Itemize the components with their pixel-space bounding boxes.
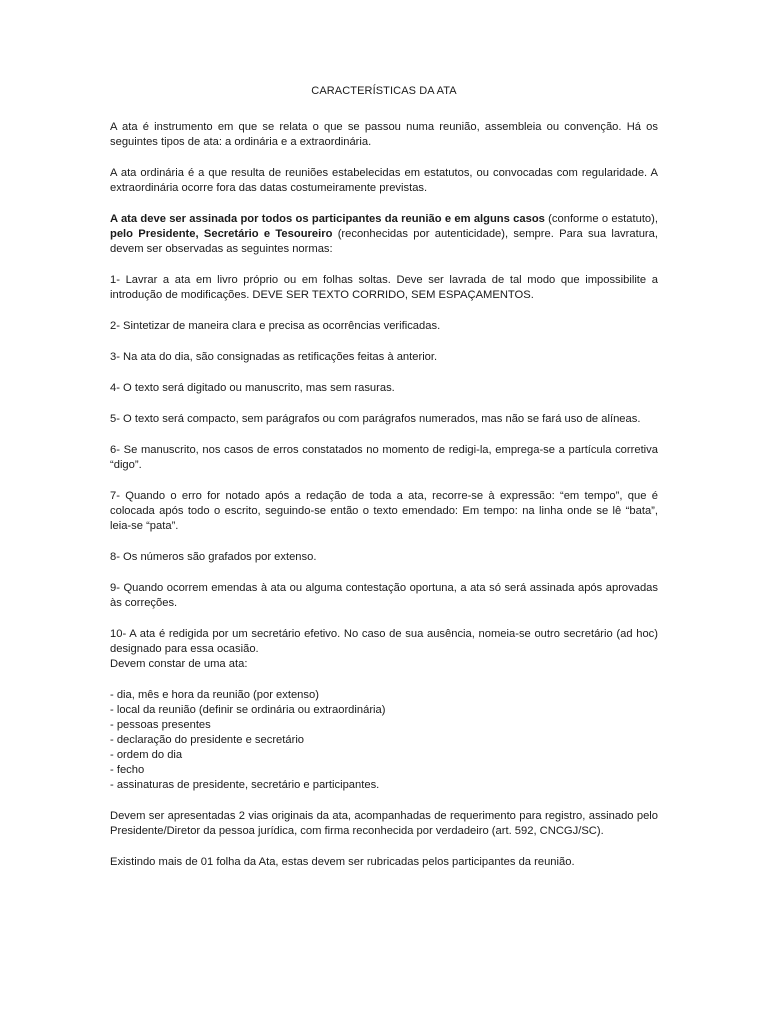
paragraph-signatures [110, 212, 658, 257]
signature-roles-bold: pelo Presidente, Secretário e Tesoureiro [110, 228, 333, 240]
list-item: - declaração do presidente e secretário [110, 734, 305, 746]
rule-5: 5- O texto será compacto, sem parágrafos ou com parágrafos numerados, mas não se fará uso de alíneas. [110, 413, 641, 425]
list-item: - ordem do dia [110, 749, 183, 761]
rule-7: 7- Quando o erro for notado após a redação de toda a ata, recorre-se à expressão: “em tempo”, que é colocada após todo o escrito, seguindo-se então o texto emendado: Em tempo: na linha onde se lê “bata”, leia-se “pata”. [110, 490, 658, 532]
rule-8: 8- Os números são grafados por extenso. [110, 551, 317, 563]
required-items-list [110, 688, 658, 793]
rule-10: 10- A ata é redigida por um secretário efetivo. No caso de sua ausência, nomeia-se outro secretário (ad hoc) designado para essa ocasião. [110, 628, 658, 655]
paragraph-types: A ata ordinária é a que resulta de reuniões estabelecidas em estatutos, ou convocadas com regularidade. A extraordinária ocorre fora das datas costumeiramente previstas. [110, 167, 658, 194]
rule-1: 1- Lavrar a ata em livro próprio ou em folhas soltas. Deve ser lavrada de tal modo que impossibilite a introdução de modificações. DEVE SER TEXTO CORRIDO, SEM ESPAÇAMENTOS. [110, 274, 658, 301]
rule-6: 6- Se manuscrito, nos casos de erros constatados no momento de redigi-la, emprega-se a partícula corretiva “digo”. [110, 444, 658, 471]
paragraph-final: Existindo mais de 01 folha da Ata, estas devem ser rubricadas pelos participantes da reunião. [110, 856, 575, 868]
document-body [110, 84, 658, 886]
list-item: - dia, mês e hora da reunião (por extenso) [110, 689, 319, 701]
signature-bold-text: A ata deve ser assinada por todos os participantes da reunião e em alguns casos [110, 213, 545, 225]
list-intro: Devem constar de uma ata: [110, 658, 248, 670]
list-item: - pessoas presentes [110, 719, 211, 731]
rule-4: 4- O texto será digitado ou manuscrito, mas sem rasuras. [110, 382, 395, 394]
document-title: CARACTERÍSTICAS DA ATA [311, 85, 457, 97]
list-item: - local da reunião (definir se ordinária ou extraordinária) [110, 704, 386, 716]
rule-2: 2- Sintetizar de maneira clara e precisa as ocorrências verificadas. [110, 320, 441, 332]
rule-9: 9- Quando ocorrem emendas à ata ou alguma contestação oportuna, a ata só será assinada após aprovadas às correções. [110, 582, 658, 609]
signature-text-1: (conforme o estatuto), [544, 213, 658, 225]
signature-text-2: (reconhecidas por autenticidade), sempre. Para sua lavratura, devem ser observadas as seguintes normas: [110, 228, 658, 255]
list-item: - assinaturas de presidente, secretário e participantes. [110, 779, 380, 791]
paragraph-copies: Devem ser apresentadas 2 vias originais da ata, acompanhadas de requerimento para registro, assinado pelo Presidente/Diretor da pessoa jurídica, com firma reconhecida por verdadeiro (art. 592, CNCGJ/SC). [110, 810, 658, 837]
paragraph-intro: A ata é instrumento em que se relata o que se passou numa reunião, assembleia ou convenção. Há os seguintes tipos de ata: a ordinária e a extraordinária. [110, 121, 658, 148]
list-item: - fecho [110, 764, 145, 776]
rule-3: 3- Na ata do dia, são consignadas as retificações feitas à anterior. [110, 351, 438, 363]
